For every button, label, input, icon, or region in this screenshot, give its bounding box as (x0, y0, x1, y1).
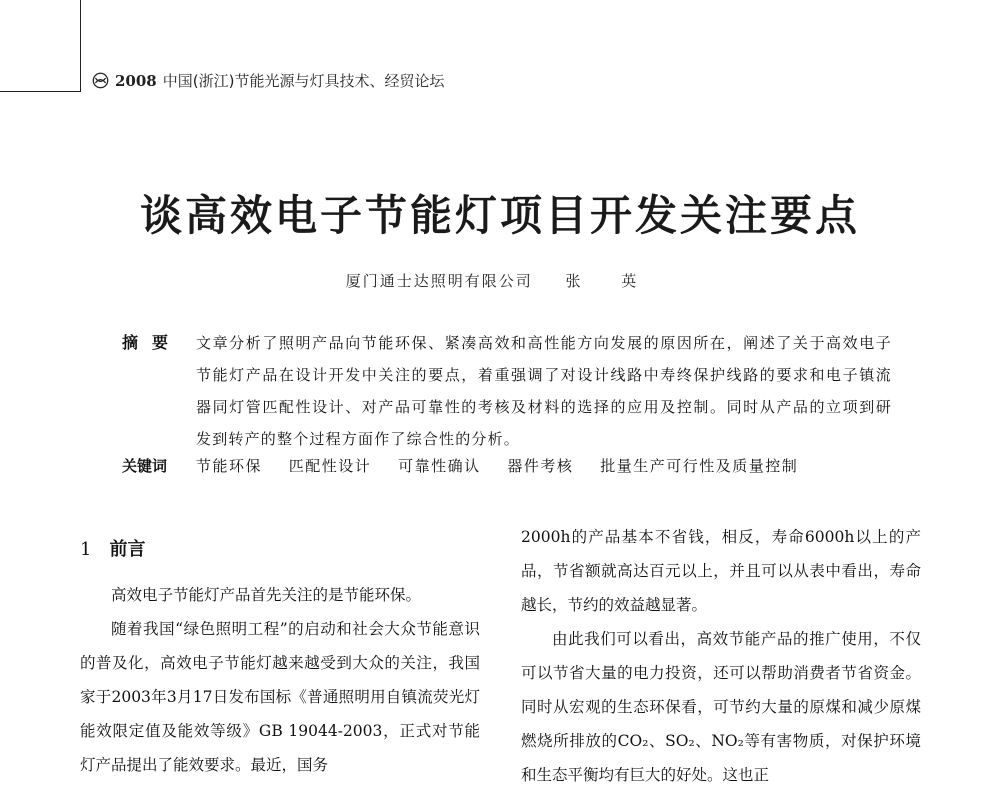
keyword: 器件考核 (507, 457, 574, 475)
abstract-label: 摘要 (122, 333, 183, 352)
keyword: 节能环保 (196, 457, 263, 475)
section-number: 1 (80, 539, 92, 560)
byline (0, 270, 1000, 291)
abstract-text: 文章分析了照明产品向节能环保、紧凑高效和高性能方向发展的原因所在，阐述了关于高效电子节能灯产品在设计开发中关注的要点，着重强调了对设计线路中寿终保护线路的要求和电子镇流器同灯管匹配性设计、对产品可靠性的考核及材料的选择的应用及控制。同时从产品的立项到研发到转产的整个过程方面作了综合性的分析。 (196, 334, 892, 448)
keyword: 批量生产可行性及质量控制 (600, 457, 799, 475)
affiliation: 厦门通士达照明有限公司 (345, 272, 533, 290)
header-title: 中国(浙江)节能光源与灯具技术、经贸论坛 (162, 72, 445, 90)
crop-mark-horizontal (0, 91, 81, 92)
section-title: 前言 (109, 539, 146, 560)
abstract (122, 327, 892, 455)
header-year: 2008 (115, 71, 157, 90)
author: 张 英 (565, 272, 655, 290)
paragraph: 2000h的产品基本不省钱，相反，寿命6000h以上的产品，节省额就高达百元以上，并且可以从表中看出，寿命越长，节约的效益越显著。 (521, 528, 921, 614)
keywords-label: 关键词 (122, 457, 168, 475)
paragraph: 高效电子节能灯产品首先关注的是节能环保。 (111, 586, 422, 604)
running-header (92, 70, 444, 91)
crop-mark-vertical (80, 0, 81, 92)
left-column (80, 520, 480, 782)
forum-logo-icon (92, 72, 109, 89)
section-heading (80, 536, 480, 564)
keyword: 匹配性设计 (288, 457, 372, 475)
keyword: 可靠性确认 (398, 457, 481, 475)
paragraph: 由此我们可以看出，高效节能产品的推广使用，不仅可以节省大量的电力投资，还可以帮助消费者节省资金。同时从宏观的生态环保看，可节约大量的原煤和减少原煤燃烧所排放的CO₂、SO₂、NO₂等有害物质，对保护环境和生态平衡均有巨大的好处。这也正 (521, 630, 921, 784)
keywords (122, 452, 892, 480)
keyword-list (196, 452, 820, 480)
article-title: 谈高效电子节能灯项目开发关注要点 (139, 191, 860, 240)
right-column (521, 520, 921, 792)
paragraph: 随着我国“绿色照明工程”的启动和社会大众节能意识的普及化，高效电子节能灯越来越受到大众的关注，我国家于2003年3月17日发布国标《普通照明用自镇流荧光灯能效限定值及能效等级》GB 19044-2003，正式对节能灯产品提出了能效要求。最近，国务 (80, 620, 480, 774)
